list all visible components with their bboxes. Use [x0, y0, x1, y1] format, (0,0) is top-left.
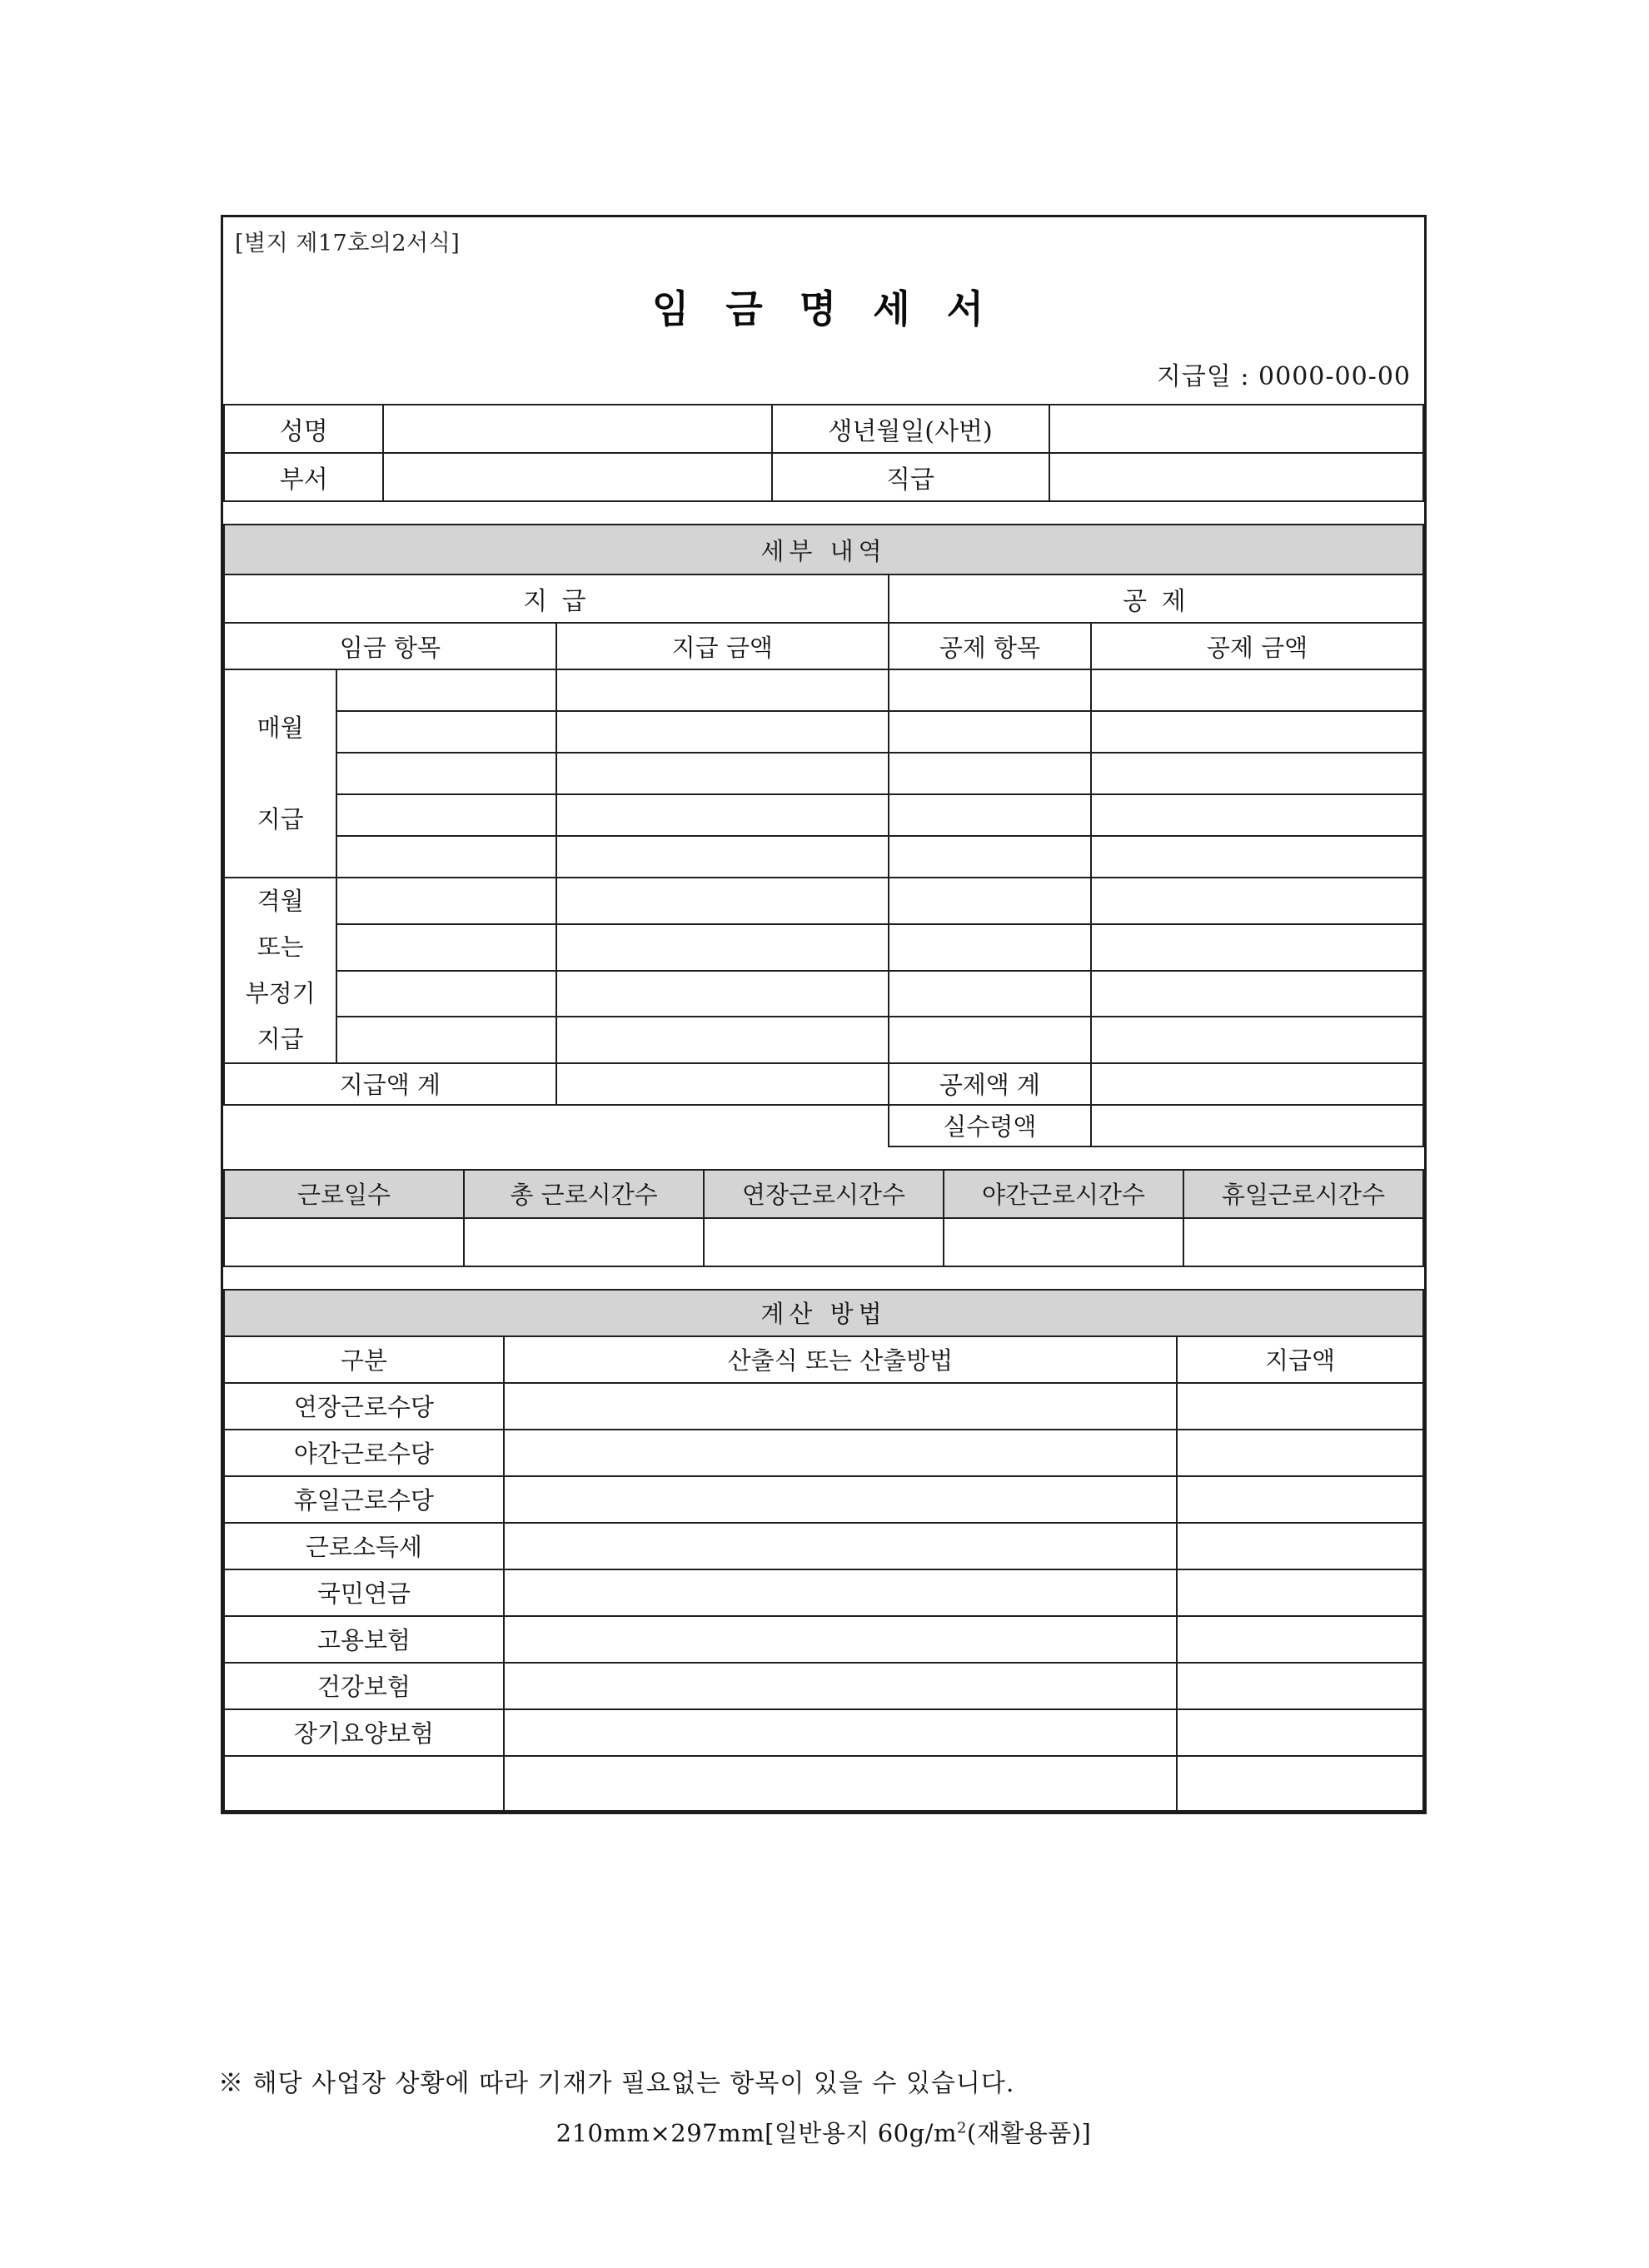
table-row — [224, 453, 1423, 501]
monthly-wage-item-0[interactable] — [336, 669, 556, 711]
calc-category-8[interactable] — [224, 1756, 504, 1811]
work-hours-table — [223, 1169, 1424, 1267]
holiday-hours-value[interactable] — [1183, 1218, 1423, 1266]
calc-amount-8[interactable] — [1177, 1756, 1423, 1811]
page-title: 임 금 명 세 서 — [651, 286, 996, 332]
monthly-deduct-amount-4[interactable] — [1091, 836, 1423, 878]
calc-formula-1[interactable] — [504, 1430, 1177, 1476]
irregular-deduct-amount-2[interactable] — [1091, 971, 1423, 1017]
irregular-deduct-amount-0[interactable] — [1091, 878, 1423, 924]
table-row — [224, 669, 1423, 711]
table-row — [224, 1709, 1423, 1756]
irregular-pay-amount-2[interactable] — [556, 971, 889, 1017]
net-pay-label: 실수령액 — [889, 1105, 1091, 1146]
section-gap — [223, 502, 1424, 524]
paper-size-suffix: (재활용품)] — [966, 2119, 1092, 2147]
calculation-method-table — [223, 1289, 1424, 1812]
calc-category-0: 연장근로수당 — [224, 1383, 504, 1430]
group-header-row — [224, 574, 1423, 623]
calc-formula-0[interactable] — [504, 1383, 1177, 1430]
section-gap-3 — [223, 1267, 1424, 1289]
night-hours-value[interactable] — [944, 1218, 1183, 1266]
irregular-wage-item-0[interactable] — [336, 878, 556, 924]
calc-amount-2[interactable] — [1177, 1476, 1423, 1523]
irregular-pay-group-label — [224, 878, 336, 1062]
calc-category-7: 장기요양보험 — [224, 1709, 504, 1756]
calc-amount-0[interactable] — [1177, 1383, 1423, 1430]
table-row — [224, 711, 1423, 753]
column-header-wage-item: 임금 항목 — [224, 623, 556, 669]
monthly-pay-amount-2[interactable] — [556, 753, 889, 794]
rank-label: 직급 — [772, 453, 1049, 501]
monthly-deduct-amount-1[interactable] — [1091, 711, 1423, 753]
details-section-title-row — [224, 525, 1423, 574]
monthly-wage-item-2[interactable] — [336, 753, 556, 794]
net-pay-value[interactable] — [1091, 1105, 1423, 1146]
table-row — [224, 924, 1423, 971]
monthly-deduct-amount-0[interactable] — [1091, 669, 1423, 711]
calc-formula-2[interactable] — [504, 1476, 1177, 1523]
monthly-pay-label-line1: 매월 — [257, 713, 304, 742]
table-row — [224, 1569, 1423, 1616]
irregular-deduct-amount-1[interactable] — [1091, 924, 1423, 971]
section-gap-2 — [223, 1147, 1424, 1169]
table-row — [224, 836, 1423, 878]
monthly-deduct-item-1[interactable] — [889, 711, 1091, 753]
monthly-pay-label-line2: 지급 — [257, 804, 304, 833]
night-hours-header: 야간근로시간수 — [944, 1170, 1183, 1218]
calc-amount-7[interactable] — [1177, 1709, 1423, 1756]
table-row — [224, 971, 1423, 1017]
monthly-wage-item-3[interactable] — [336, 794, 556, 836]
column-header-row — [224, 623, 1423, 669]
birth-label: 생년월일(사번) — [772, 405, 1049, 453]
monthly-pay-amount-0[interactable] — [556, 669, 889, 711]
calc-column-header-formula: 산출식 또는 산출방법 — [504, 1336, 1177, 1383]
form-inner — [223, 217, 1424, 1812]
monthly-deduct-item-2[interactable] — [889, 753, 1091, 794]
irregular-pay-amount-0[interactable] — [556, 878, 889, 924]
name-value[interactable] — [383, 405, 771, 453]
irregular-pay-label-line4: 지급 — [257, 1024, 304, 1053]
monthly-wage-item-4[interactable] — [336, 836, 556, 878]
monthly-pay-amount-4[interactable] — [556, 836, 889, 878]
pay-group-header: 지 급 — [224, 574, 889, 623]
total-hours-value[interactable] — [464, 1218, 704, 1266]
monthly-wage-item-1[interactable] — [336, 711, 556, 753]
table-row — [224, 1523, 1423, 1569]
net-pay-row — [224, 1105, 1423, 1146]
calc-amount-3[interactable] — [1177, 1523, 1423, 1569]
calc-category-2: 휴일근로수당 — [224, 1476, 504, 1523]
irregular-pay-label-line3: 부정기 — [245, 978, 316, 1007]
table-row — [224, 1616, 1423, 1663]
details-table — [223, 524, 1424, 1146]
monthly-deduct-item-0[interactable] — [889, 669, 1091, 711]
deduct-group-header: 공 제 — [889, 574, 1423, 623]
table-row — [224, 794, 1423, 836]
department-label: 부서 — [224, 453, 383, 501]
calc-formula-6[interactable] — [504, 1663, 1177, 1709]
column-header-pay-amount: 지급 금액 — [556, 623, 889, 669]
calc-category-1: 야간근로수당 — [224, 1430, 504, 1476]
table-row — [224, 1430, 1423, 1476]
calc-formula-3[interactable] — [504, 1523, 1177, 1569]
name-label: 성명 — [224, 405, 383, 453]
irregular-wage-item-2[interactable] — [336, 971, 556, 1017]
paper-size-note — [221, 2115, 1427, 2149]
calc-formula-5[interactable] — [504, 1616, 1177, 1663]
irregular-pay-label-line2: 또는 — [257, 933, 304, 962]
table-row — [224, 753, 1423, 794]
irregular-pay-amount-3[interactable] — [556, 1017, 889, 1063]
form-note: ※ 해당 사업장 상황에 따라 기재가 필요없는 항목이 있을 수 있습니다. — [218, 2069, 1015, 2098]
monthly-pay-amount-1[interactable] — [556, 711, 889, 753]
irregular-pay-amount-1[interactable] — [556, 924, 889, 971]
monthly-deduct-item-3[interactable] — [889, 794, 1091, 836]
total-hours-header: 총 근로시간수 — [464, 1170, 704, 1218]
calc-formula-4[interactable] — [504, 1569, 1177, 1616]
calc-amount-1[interactable] — [1177, 1430, 1423, 1476]
irregular-wage-item-3[interactable] — [336, 1017, 556, 1063]
calc-amount-5[interactable] — [1177, 1616, 1423, 1663]
irregular-deduct-item-3[interactable] — [889, 1017, 1091, 1063]
totals-row — [224, 1063, 1423, 1105]
work-days-header: 근로일수 — [224, 1170, 464, 1218]
total-deduct-value[interactable] — [1091, 1063, 1423, 1105]
irregular-deduct-item-2[interactable] — [889, 971, 1091, 1017]
pay-date-label: 지급일 : 0000-00-00 — [1156, 362, 1411, 392]
calc-category-4: 국민연금 — [224, 1569, 504, 1616]
total-pay-label: 지급액 계 — [224, 1063, 556, 1105]
table-row — [224, 1476, 1423, 1523]
calculation-header-row — [224, 1336, 1423, 1383]
calc-amount-6[interactable] — [1177, 1663, 1423, 1709]
employee-info-table — [223, 404, 1424, 502]
irregular-wage-item-1[interactable] — [336, 924, 556, 971]
table-row — [224, 1756, 1423, 1811]
calc-formula-8[interactable] — [504, 1756, 1177, 1811]
calc-column-header-category: 구분 — [224, 1336, 504, 1383]
calc-column-header-amount: 지급액 — [1177, 1336, 1423, 1383]
calculation-section-title-row — [224, 1290, 1423, 1336]
calculation-section-title: 계산 방법 — [224, 1290, 1423, 1336]
table-row — [224, 1017, 1423, 1063]
details-section-title: 세부 내역 — [224, 525, 1423, 574]
overtime-hours-value[interactable] — [704, 1218, 944, 1266]
monthly-pay-amount-3[interactable] — [556, 794, 889, 836]
monthly-deduct-amount-3[interactable] — [1091, 794, 1423, 836]
monthly-deduct-amount-2[interactable] — [1091, 753, 1423, 794]
column-header-deduct-item: 공제 항목 — [889, 623, 1091, 669]
birth-value[interactable] — [1049, 405, 1424, 453]
net-pay-spacer — [224, 1105, 889, 1146]
monthly-deduct-item-4[interactable] — [889, 836, 1091, 878]
work-hours-header-row — [224, 1170, 1423, 1218]
table-row — [224, 1663, 1423, 1709]
irregular-deduct-item-0[interactable] — [889, 878, 1091, 924]
total-pay-value[interactable] — [556, 1063, 889, 1105]
column-header-deduct-amount: 공제 금액 — [1091, 623, 1423, 669]
paper-unit-base: m — [933, 2119, 957, 2147]
irregular-deduct-amount-3[interactable] — [1091, 1017, 1423, 1063]
calc-amount-4[interactable] — [1177, 1569, 1423, 1616]
irregular-deduct-item-1[interactable] — [889, 924, 1091, 971]
paper-size-prefix: 210mm×297mm[일반용지 60g/ — [555, 2119, 934, 2147]
irregular-pay-label-line1: 격월 — [257, 887, 304, 916]
calc-formula-7[interactable] — [504, 1709, 1177, 1756]
calc-category-6: 건강보험 — [224, 1663, 504, 1709]
holiday-hours-header: 휴일근로시간수 — [1183, 1170, 1423, 1218]
calc-category-3: 근로소득세 — [224, 1523, 504, 1569]
work-hours-value-row — [224, 1218, 1423, 1266]
table-row — [224, 405, 1423, 453]
rank-value[interactable] — [1049, 453, 1424, 501]
overtime-hours-header: 연장근로시간수 — [704, 1170, 944, 1218]
department-value[interactable] — [383, 453, 771, 501]
paper-unit-superscript: 2 — [956, 2119, 967, 2137]
form-code-label: [별지 제17호의2서식] — [235, 231, 461, 256]
work-days-value[interactable] — [224, 1218, 464, 1266]
table-row — [224, 1383, 1423, 1430]
total-deduct-label: 공제액 계 — [889, 1063, 1091, 1105]
monthly-pay-group-label — [224, 669, 336, 878]
table-row — [224, 878, 1423, 924]
calc-category-5: 고용보험 — [224, 1616, 504, 1663]
wage-statement-form — [221, 215, 1427, 1814]
